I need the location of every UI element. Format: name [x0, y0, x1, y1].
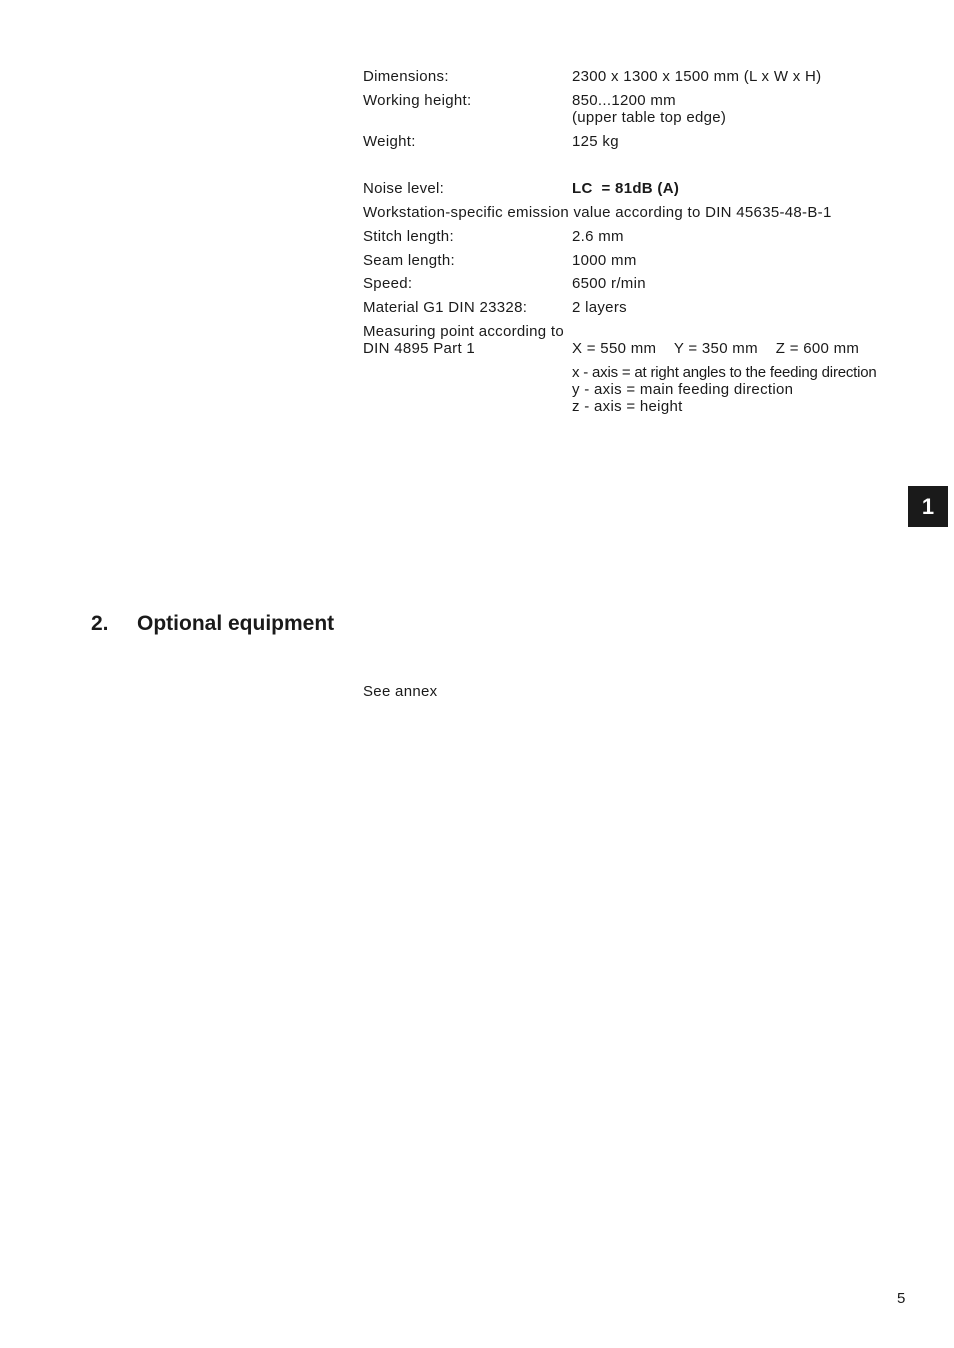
spec-seam-value: 1000 mm — [572, 252, 637, 269]
spec-dimensions-value: 2300 x 1300 x 1500 mm (L x W x H) — [572, 68, 822, 85]
section-number: 2. — [91, 612, 109, 635]
spec-emission-note: Workstation-specific emission value according to DIN 45635-48-B-1 — [363, 204, 832, 221]
spec-axis-y: y - axis = main feeding direction — [572, 381, 794, 398]
spec-weight-label: Weight: — [363, 133, 416, 150]
spec-noise-label: Noise level: — [363, 180, 445, 197]
spec-dimensions-label: Dimensions: — [363, 68, 449, 85]
spec-working-height-value: 850...1200 mm — [572, 92, 676, 109]
spec-axis-z: z - axis = height — [572, 398, 683, 415]
spec-seam-label: Seam length: — [363, 252, 455, 269]
spec-speed-value: 6500 r/min — [572, 275, 646, 292]
page-number: 5 — [897, 1290, 906, 1307]
spec-measuring-label-2: DIN 4895 Part 1 — [363, 340, 476, 357]
spec-measuring-value: X = 550 mm Y = 350 mm Z = 600 mm — [572, 340, 860, 357]
spec-noise-value: LC = 81dB (A) — [572, 180, 680, 197]
spec-weight-value: 125 kg — [572, 133, 619, 150]
spec-working-height-note: (upper table top edge) — [572, 109, 727, 126]
see-annex-text: See annex — [363, 683, 438, 700]
spec-material-label: Material G1 DIN 23328: — [363, 299, 528, 316]
spec-working-height-label: Working height: — [363, 92, 472, 109]
spec-speed-label: Speed: — [363, 275, 413, 292]
spec-material-value: 2 layers — [572, 299, 627, 316]
spec-stitch-value: 2.6 mm — [572, 228, 624, 245]
spec-stitch-label: Stitch length: — [363, 228, 454, 245]
spec-axis-x: x - axis = at right angles to the feeding direction — [572, 364, 877, 381]
section-title: Optional equipment — [137, 612, 335, 635]
spec-measuring-label: Measuring point according to — [363, 323, 565, 340]
chapter-tab: 1 — [908, 486, 948, 527]
